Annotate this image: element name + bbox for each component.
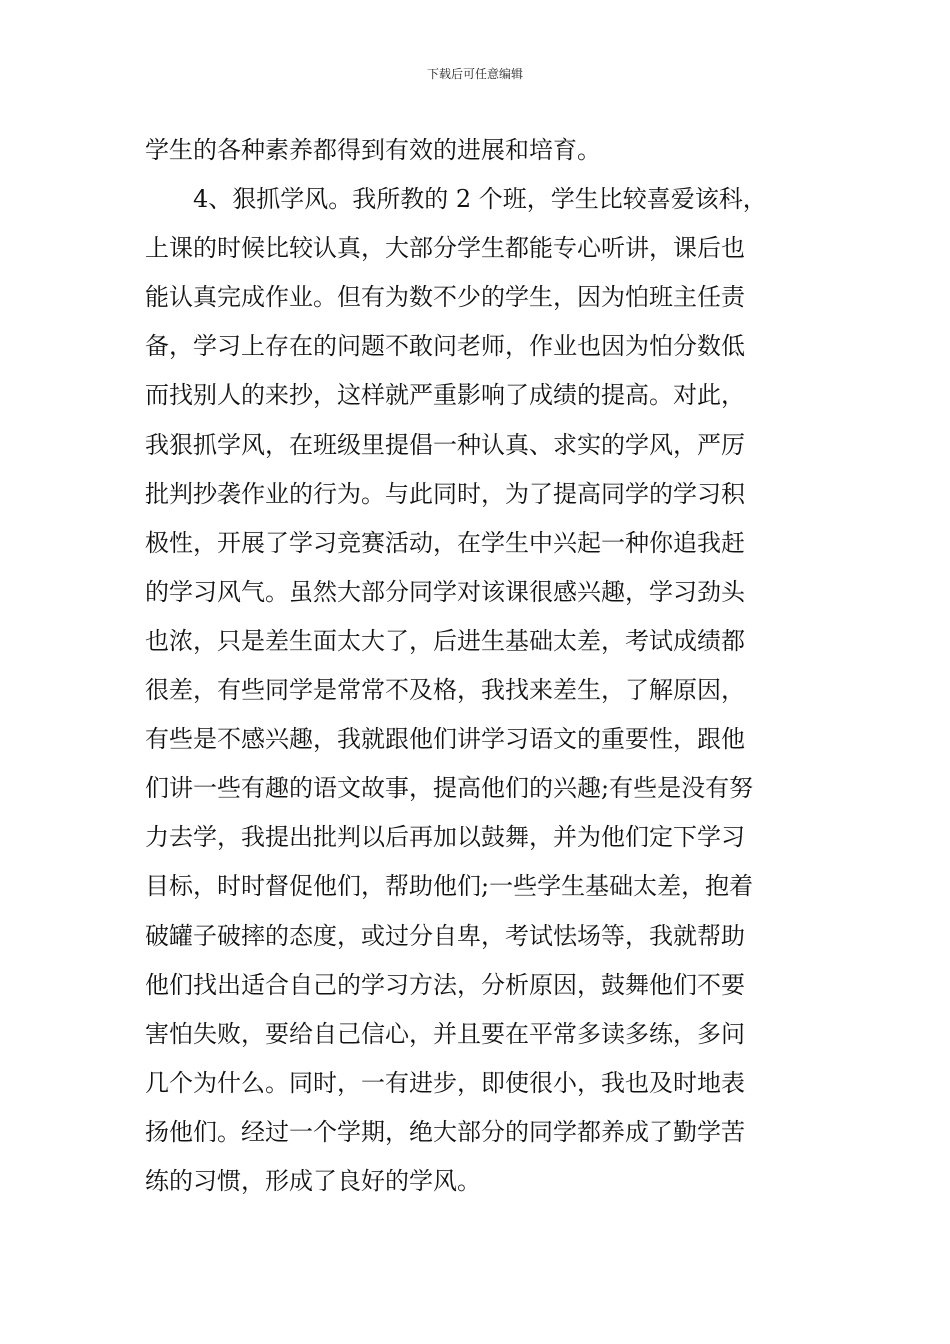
page-header: 下载后可任意编辑 xyxy=(426,67,523,81)
text-line: 学生的各种素养都得到有效的进展和培育。 xyxy=(145,136,601,164)
text-line: 们讲一些有趣的语文故事，提高他们的兴趣;有些是没有努 xyxy=(145,774,754,803)
text-line: 也浓，只是差生面太大了，后进生基础太差，考试成绩都 xyxy=(145,626,745,655)
text-line: 很差，有些同学是常常不及格，我找来差生，了解原因， xyxy=(145,676,745,705)
text-line: 练的习惯，形成了良好的学风。 xyxy=(145,1166,481,1195)
text-line: 极性，开展了学习竞赛活动，在学生中兴起一种你追我赶 xyxy=(145,528,745,557)
text-line: 几个为什么。同时，一有进步，即使很小，我也及时地表 xyxy=(145,1068,745,1097)
text-line: 他们找出适合自己的学习方法，分析原因，鼓舞他们不要 xyxy=(145,970,745,999)
text-line: 的学习风气。虽然大部分同学对该课很感兴趣，学习劲头 xyxy=(145,577,745,606)
text-line: 害怕失败，要给自己信心，并且要在平常多读多练，多问 xyxy=(145,1019,745,1048)
text-line: 我狠抓学风，在班级里提倡一种认真、求实的学风，严厉 xyxy=(145,430,745,459)
text-line: 备，学习上存在的问题不敢问老师，作业也因为怕分数低 xyxy=(145,332,745,361)
text-line: 有些是不感兴趣，我就跟他们讲学习语文的重要性，跟他 xyxy=(145,725,745,754)
text-line: 力去学，我提出批判以后再加以鼓舞，并为他们定下学习 xyxy=(145,823,745,852)
text-line: 批判抄袭作业的行为。与此同时，为了提高同学的学习积 xyxy=(145,479,745,508)
text-line: 而找别人的来抄，这样就严重影响了成绩的提高。对此， xyxy=(145,381,745,410)
text-line: 上课的时候比较认真，大部分学生都能专心听讲，课后也 xyxy=(145,234,745,263)
text-line: 目标，时时督促他们，帮助他们;一些学生基础太差，抱着 xyxy=(145,872,754,901)
text-line: 破罐子破摔的态度，或过分自卑，考试怯场等，我就帮助 xyxy=(145,921,745,950)
text-line: 能认真完成作业。但有为数不少的学生，因为怕班主任责 xyxy=(145,283,745,312)
text-line: 扬他们。经过一个学期，绝大部分的同学都养成了勤学苦 xyxy=(145,1117,745,1146)
text-line: 4、狠抓学风。我所教的 2 个班，学生比较喜爱该科， xyxy=(145,185,767,214)
body-text xyxy=(145,126,815,1206)
